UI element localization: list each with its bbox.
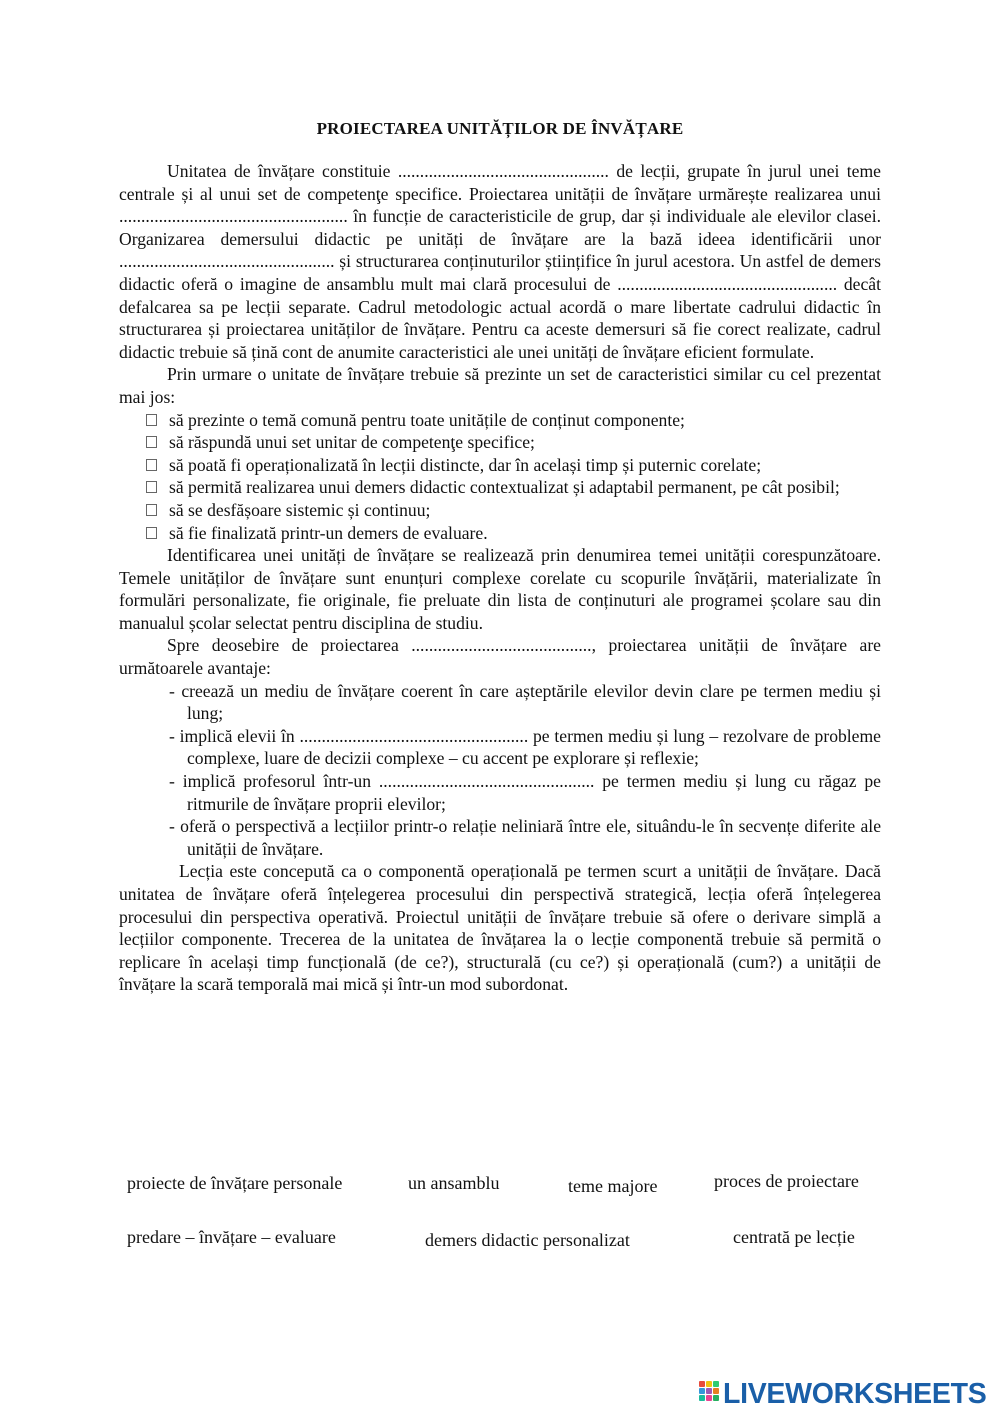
- list-item: - creează un mediu de învățare coerent în care așteptările elevilor devin clare pe termen mediu și lung;: [169, 680, 881, 724]
- paragraph-characteristics-intro: Prin urmare o unitate de învățare trebuie să prezinte un set de caracteristici similar cu cel prezentat mai jos:: [119, 364, 881, 407]
- paragraph-identification: Identificarea unei unități de învățare se realizează prin denumirea temei unității corespunzătoare. Temele unităților de învățare sunt enunțuri complexe corelate cu scopurile învățării, materializate în formulări personalizate, fie originale, fie preluate din lista de conținuturi ale programei școlare sau din manualul școlar selectat pentru disciplina de studiu.: [119, 545, 881, 633]
- paragraph-advantages-intro: Spre deosebire de proiectarea ........................................., proiectarea unității de învățare are următoarele avantaje:: [119, 635, 881, 679]
- advantages-list: [119, 680, 881, 861]
- list-item: - oferă o perspectivă a lecțiilor printr-o relație neliniară între ele, situându-le în secvențe diferite ale unității de învățare.: [169, 816, 881, 859]
- list-item: să permită realizarea unui demers didactic contextualizat și adaptabil permanent, pe cât posibil;: [119, 476, 881, 499]
- word-bank-item[interactable]: proiecte de învățare personale: [127, 1173, 343, 1193]
- word-bank-item[interactable]: un ansamblu: [408, 1173, 500, 1193]
- word-bank-item[interactable]: centrată pe lecție: [733, 1227, 855, 1247]
- list-item: - implică elevii în .................................................... pe termen mediu și lung – rezolvare de probleme complexe, luare de decizii complexe – cu accent pe explorare și reflexie;: [169, 725, 881, 769]
- liveworksheets-logo: [699, 1378, 997, 1410]
- word-bank-item[interactable]: demers didactic personalizat: [425, 1230, 630, 1250]
- paragraph-intro: Unitatea de învățare constituie ................................................ de lecții, grupate în jurul unei teme centrale și al unui set de competenţe specifice. Proiectarea unității de învățare urmărește realizarea unui .................................................... în funcție de caracteristicile de grup, dar și individuale ale elevilor clasei. Organizarea demersului didactic pe unități de învățare are la bază ideea identificării unor ................................................. și structurarea conținuturilor științifice în jurul acestora. Un astfel de demers didactic oferă o imagine de ansamblu mult mai clară procesului de .................................................. decât defalcarea sa pe lecții separate. Cadrul metodologic actual acordă o mare libertate cadrului didactic în structurarea și proiectarea unităților de învățare. Pentru ca aceste demersuri să fie corect realizate, cadrul didactic trebuie să țină cont de anumite caracteristici ale unei unități de învățare eficient formulate.: [119, 161, 881, 362]
- page-title: PROIECTAREA UNITĂȚILOR DE ÎNVĂȚARE: [316, 119, 684, 138]
- checkbox-icon: [146, 527, 157, 539]
- checkbox-icon: [146, 481, 157, 493]
- list-item: să fie finalizată printr-un demers de evaluare.: [119, 522, 881, 545]
- list-item: să răspundă unui set unitar de competenţe specifice;: [119, 431, 881, 454]
- list-item: să se desfășoare sistemic și continuu;: [119, 499, 881, 522]
- logo-text: LIVEWORKSHEETS: [723, 1378, 987, 1410]
- checkbox-icon: [146, 504, 157, 516]
- word-bank-item[interactable]: teme majore: [568, 1176, 658, 1196]
- list-item: - implică profesorul într-un ................................................. pe termen mediu și lung cu răgaz pe ritmurile de învățare proprii elevilor;: [169, 771, 881, 814]
- word-bank-item[interactable]: predare – învățare – evaluare: [127, 1227, 336, 1247]
- checkbox-icon: [146, 459, 157, 471]
- list-item: să prezinte o temă comună pentru toate unitățile de conținut componente;: [119, 409, 881, 432]
- characteristics-list: [119, 409, 881, 545]
- list-item: să poată fi operaționalizată în lecții distincte, dar în același timp și puternic corelate;: [119, 454, 881, 477]
- document-body: [119, 160, 881, 996]
- checkbox-icon: [146, 414, 157, 426]
- logo-mark-icon: [699, 1381, 725, 1407]
- paragraph-lesson: Lecția este concepută ca o componentă operațională pe termen scurt a unității de învățare. Dacă unitatea de învățare oferă înțelegerea procesului din perspectivă strategică, lecția oferă înțelegerea procesului din perspectiva operativă. Proiectul unității de învățare trebuie să ofere o derivare simplă a lecțiilor componente. Trecerea de la unitatea de învățarea la o lecție componentă trebuie să permită o replicare în același timp funcțională (de ce?), structurală (cu ce?) și operațională (cum?) a unității de învățare la scară temporală mai mică și într-un mod subordonat.: [119, 861, 881, 995]
- word-bank-item[interactable]: proces de proiectare: [714, 1171, 859, 1191]
- checkbox-icon: [146, 436, 157, 448]
